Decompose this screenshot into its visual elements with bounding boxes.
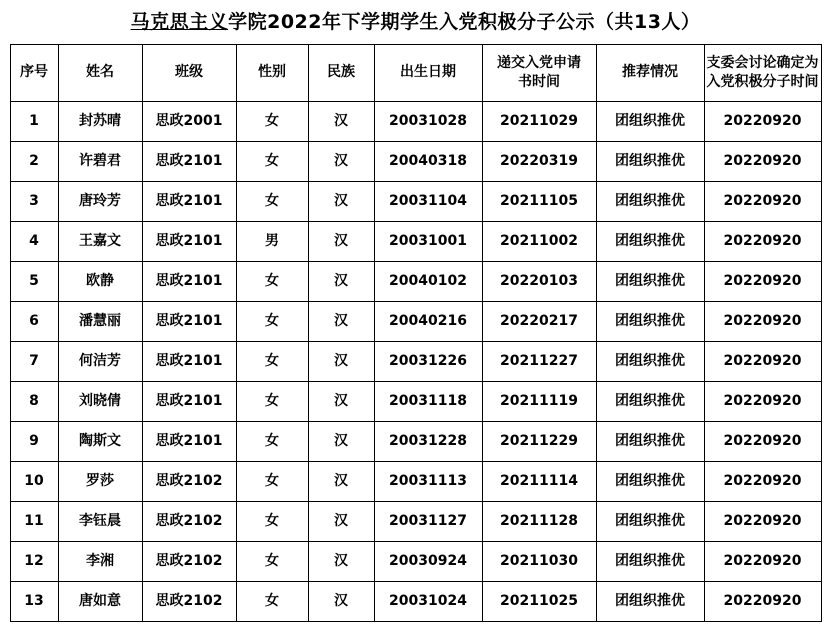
cell-name: 唐如意 xyxy=(58,581,142,621)
column-header-recommendation: 推荐情况 xyxy=(596,44,704,101)
cell-seq: 13 xyxy=(10,581,58,621)
cell-sex: 女 xyxy=(236,461,308,501)
cell-class: 思政2101 xyxy=(142,141,236,181)
cell-ethnicity: 汉 xyxy=(308,221,374,261)
cell-ethnicity: 汉 xyxy=(308,141,374,181)
cell-birthdate: 20031104 xyxy=(374,181,482,221)
cell-final-time: 20220920 xyxy=(704,501,821,541)
cell-ethnicity: 汉 xyxy=(308,101,374,141)
cell-name: 欧静 xyxy=(58,261,142,301)
cell-name: 刘晓倩 xyxy=(58,381,142,421)
cell-sex: 女 xyxy=(236,581,308,621)
cell-name: 王嘉文 xyxy=(58,221,142,261)
cell-apply-time: 20211119 xyxy=(482,381,596,421)
cell-class: 思政2102 xyxy=(142,501,236,541)
cell-ethnicity: 汉 xyxy=(308,181,374,221)
table-row xyxy=(10,341,821,381)
cell-birthdate: 20031001 xyxy=(374,221,482,261)
cell-apply-time: 20211114 xyxy=(482,461,596,501)
cell-class: 思政2101 xyxy=(142,261,236,301)
cell-apply-time: 20211105 xyxy=(482,181,596,221)
cell-recommendation: 团组织推优 xyxy=(596,301,704,341)
cell-seq: 2 xyxy=(10,141,58,181)
column-header-sex: 性别 xyxy=(236,44,308,101)
cell-recommendation: 团组织推优 xyxy=(596,221,704,261)
cell-final-time: 20220920 xyxy=(704,461,821,501)
cell-name: 李湘 xyxy=(58,541,142,581)
cell-birthdate: 20031028 xyxy=(374,101,482,141)
cell-apply-time: 20211025 xyxy=(482,581,596,621)
cell-apply-time: 20220319 xyxy=(482,141,596,181)
cell-recommendation: 团组织推优 xyxy=(596,581,704,621)
cell-birthdate: 20040216 xyxy=(374,301,482,341)
cell-sex: 女 xyxy=(236,181,308,221)
cell-final-time: 20220920 xyxy=(704,341,821,381)
cell-final-time: 20220920 xyxy=(704,541,821,581)
cell-apply-time: 20211002 xyxy=(482,221,596,261)
cell-name: 李钰晨 xyxy=(58,501,142,541)
cell-recommendation: 团组织推优 xyxy=(596,541,704,581)
cell-recommendation: 团组织推优 xyxy=(596,141,704,181)
table-row xyxy=(10,141,821,181)
column-header-class: 班级 xyxy=(142,44,236,101)
cell-ethnicity: 汉 xyxy=(308,341,374,381)
cell-sex: 女 xyxy=(236,501,308,541)
cell-class: 思政2101 xyxy=(142,381,236,421)
cell-sex: 女 xyxy=(236,421,308,461)
cell-final-time: 20220920 xyxy=(704,181,821,221)
cell-name: 何洁芳 xyxy=(58,341,142,381)
cell-name: 罗莎 xyxy=(58,461,142,501)
page-title xyxy=(0,0,831,44)
column-header-final-time-line2: 入党积极分子时间 xyxy=(706,73,819,90)
table-body xyxy=(10,101,821,621)
cell-recommendation: 团组织推优 xyxy=(596,181,704,221)
cell-name: 唐玲芳 xyxy=(58,181,142,221)
cell-class: 思政2101 xyxy=(142,301,236,341)
cell-seq: 10 xyxy=(10,461,58,501)
table-header xyxy=(10,44,821,101)
cell-class: 思政2101 xyxy=(142,221,236,261)
column-header-final-time-line1: 支委会讨论确定为 xyxy=(706,54,819,71)
cell-apply-time: 20211030 xyxy=(482,541,596,581)
cell-sex: 女 xyxy=(236,381,308,421)
table-row xyxy=(10,421,821,461)
cell-birthdate: 20031024 xyxy=(374,581,482,621)
cell-seq: 11 xyxy=(10,501,58,541)
cell-ethnicity: 汉 xyxy=(308,381,374,421)
cell-apply-time: 20211227 xyxy=(482,341,596,381)
cell-apply-time: 20220103 xyxy=(482,261,596,301)
cell-ethnicity: 汉 xyxy=(308,301,374,341)
cell-seq: 6 xyxy=(10,301,58,341)
table-header-row xyxy=(10,44,821,101)
cell-final-time: 20220920 xyxy=(704,421,821,461)
column-header-final-time xyxy=(704,44,821,101)
table-row xyxy=(10,301,821,341)
cell-seq: 1 xyxy=(10,101,58,141)
cell-apply-time: 20211128 xyxy=(482,501,596,541)
cell-ethnicity: 汉 xyxy=(308,461,374,501)
cell-birthdate: 20031113 xyxy=(374,461,482,501)
cell-class: 思政2102 xyxy=(142,541,236,581)
cell-name: 许碧君 xyxy=(58,141,142,181)
column-header-apply-time-line2: 书时间 xyxy=(518,73,560,90)
column-header-name: 姓名 xyxy=(58,44,142,101)
page-title-rest: 学院2022年下学期学生入党积极分子公示（共13人） xyxy=(228,11,701,33)
cell-apply-time: 20220217 xyxy=(482,301,596,341)
cell-name: 陶斯文 xyxy=(58,421,142,461)
cell-seq: 12 xyxy=(10,541,58,581)
page-title-org: 马克思主义 xyxy=(130,11,229,33)
cell-final-time: 20220920 xyxy=(704,381,821,421)
cell-seq: 7 xyxy=(10,341,58,381)
table-row xyxy=(10,261,821,301)
cell-recommendation: 团组织推优 xyxy=(596,381,704,421)
cell-recommendation: 团组织推优 xyxy=(596,461,704,501)
cell-class: 思政2101 xyxy=(142,341,236,381)
cell-sex: 女 xyxy=(236,141,308,181)
cell-birthdate: 20031118 xyxy=(374,381,482,421)
cell-ethnicity: 汉 xyxy=(308,421,374,461)
table-row xyxy=(10,501,821,541)
cell-recommendation: 团组织推优 xyxy=(596,501,704,541)
cell-name: 潘慧丽 xyxy=(58,301,142,341)
cell-ethnicity: 汉 xyxy=(308,541,374,581)
cell-seq: 5 xyxy=(10,261,58,301)
cell-apply-time: 20211229 xyxy=(482,421,596,461)
cell-final-time: 20220920 xyxy=(704,301,821,341)
table-row xyxy=(10,541,821,581)
cell-class: 思政2101 xyxy=(142,421,236,461)
cell-seq: 4 xyxy=(10,221,58,261)
cell-sex: 男 xyxy=(236,221,308,261)
cell-sex: 女 xyxy=(236,101,308,141)
column-header-seq: 序号 xyxy=(10,44,58,101)
cell-birthdate: 20031127 xyxy=(374,501,482,541)
cell-final-time: 20220920 xyxy=(704,221,821,261)
cell-birthdate: 20030924 xyxy=(374,541,482,581)
cell-seq: 9 xyxy=(10,421,58,461)
cell-ethnicity: 汉 xyxy=(308,501,374,541)
cell-birthdate: 20040102 xyxy=(374,261,482,301)
cell-class: 思政2101 xyxy=(142,181,236,221)
cell-recommendation: 团组织推优 xyxy=(596,421,704,461)
cell-final-time: 20220920 xyxy=(704,261,821,301)
activists-table xyxy=(10,44,822,622)
cell-class: 思政2001 xyxy=(142,101,236,141)
cell-sex: 女 xyxy=(236,301,308,341)
cell-birthdate: 20031228 xyxy=(374,421,482,461)
cell-sex: 女 xyxy=(236,541,308,581)
column-header-ethnicity: 民族 xyxy=(308,44,374,101)
cell-birthdate: 20040318 xyxy=(374,141,482,181)
cell-birthdate: 20031226 xyxy=(374,341,482,381)
cell-ethnicity: 汉 xyxy=(308,261,374,301)
cell-sex: 女 xyxy=(236,341,308,381)
column-header-birthdate: 出生日期 xyxy=(374,44,482,101)
table-row xyxy=(10,581,821,621)
cell-recommendation: 团组织推优 xyxy=(596,341,704,381)
column-header-apply-time xyxy=(482,44,596,101)
cell-seq: 8 xyxy=(10,381,58,421)
cell-final-time: 20220920 xyxy=(704,101,821,141)
cell-recommendation: 团组织推优 xyxy=(596,101,704,141)
cell-final-time: 20220920 xyxy=(704,581,821,621)
cell-seq: 3 xyxy=(10,181,58,221)
cell-apply-time: 20211029 xyxy=(482,101,596,141)
table-row xyxy=(10,221,821,261)
table-row xyxy=(10,181,821,221)
cell-final-time: 20220920 xyxy=(704,141,821,181)
cell-ethnicity: 汉 xyxy=(308,581,374,621)
table-row xyxy=(10,461,821,501)
column-header-apply-time-line1: 递交入党申请 xyxy=(497,54,581,71)
cell-recommendation: 团组织推优 xyxy=(596,261,704,301)
cell-sex: 女 xyxy=(236,261,308,301)
cell-class: 思政2102 xyxy=(142,461,236,501)
table-row xyxy=(10,381,821,421)
cell-class: 思政2102 xyxy=(142,581,236,621)
cell-name: 封苏晴 xyxy=(58,101,142,141)
table-row xyxy=(10,101,821,141)
